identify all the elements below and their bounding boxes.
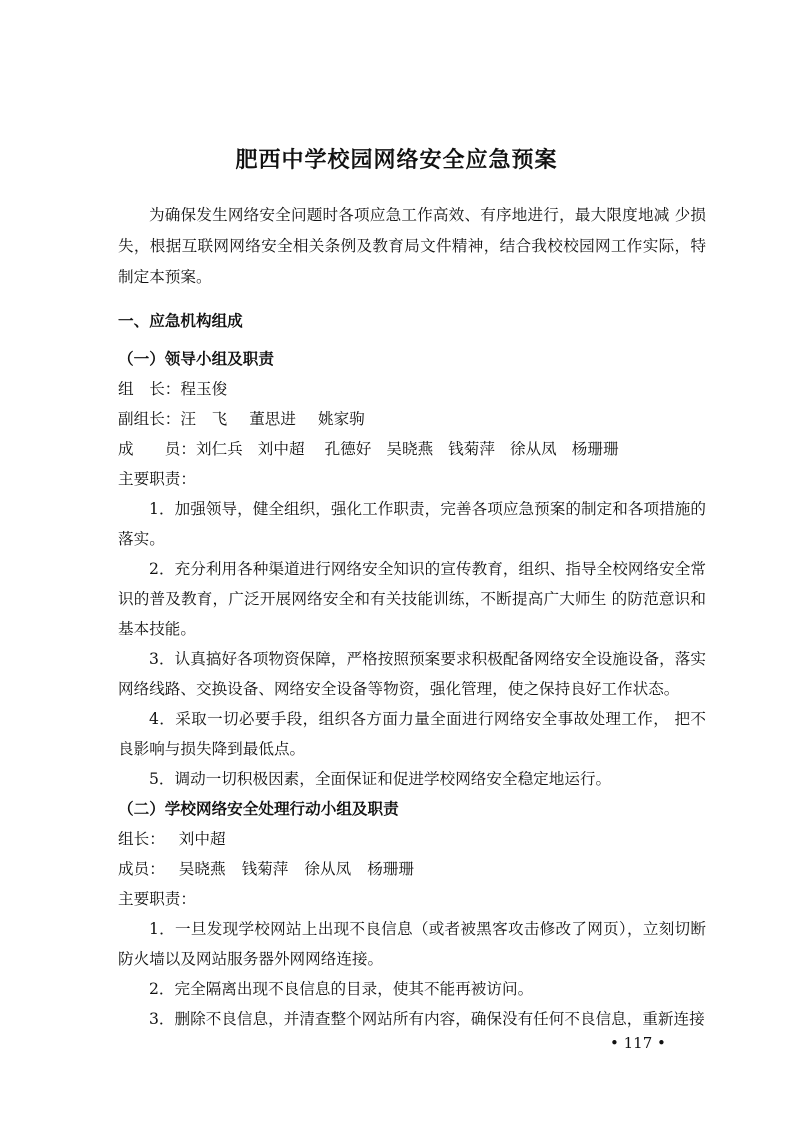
team-duty-item: 2．完全隔离出现不良信息的目录，使其不能再被访问。 [149,980,534,998]
intro-paragraph: 为确保发生网络安全问题时各项应急工作高效、有序地进行，最大限度地减 少损失，根据互联网网络安全相关条例及教育局文件精神，结合我校校园网工作实际，特制定本预案。 [118,206,706,286]
page-number: • 117 • [610,1034,666,1052]
team-member-name: 钱菊萍 [241,860,289,878]
team-member-name: 杨珊珊 [367,860,414,878]
duty-item: 1．加强领导，健全组织，强化工作职责，完善各项应急预案的制定和各项措施的落实。 [118,500,706,548]
deputy-name: 汪 飞 [180,410,228,428]
duty-item: 4．采取一切必要手段，组织各方面力量全面进行网络安全事故处理工作， 把不良影响与损失降到最低点。 [118,710,706,758]
duty-item: 5．调动一切积极因素，全面保证和促进学校网络安全稳定地运行。 [149,770,612,788]
members-line [118,434,706,464]
member-name: 杨珊珊 [571,440,619,458]
team-duty-item: 3．删除不良信息，并清查整个网站所有内容，确保没有任何不良信息，重新连接 [149,1010,705,1028]
subsection-heading-leadership: （一）领导小组及职责 [118,350,274,368]
duties-label: 主要职责： [118,470,196,488]
leader-name: 程玉俊 [180,380,228,398]
document-body [118,200,706,1034]
members-label: 成 员： [118,440,196,458]
member-name: 刘仁兵 [195,440,243,458]
leader-label: 组 长： [118,380,181,398]
member-name: 孔德好 [324,440,372,458]
team-leader-line [118,824,706,854]
duty-item: 2．充分利用各种渠道进行网络安全知识的宣传教育，组织、指导全校网络安全常识的普及教育，广泛开展网络安全和有关技能训练，不断提高广大师生 的防范意识和基本技能。 [118,560,706,638]
team-leader-label: 组长： [118,830,165,848]
team-members-line [118,854,706,884]
team-member-name: 吴晓燕 [178,860,226,878]
member-name: 刘中超 [257,440,305,458]
section-heading: 一、应急机构组成 [118,312,243,330]
deputy-name: 董思进 [249,410,296,428]
subsection-heading-response-team: （二）学校网络安全处理行动小组及职责 [118,800,399,818]
deputy-label: 副组长： [118,410,181,428]
team-duty-item: 1．一旦发现学校网站上出现不良信息（或者被黑客攻击修改了网页），立刻切断防火墙以及网站服务器外网网络连接。 [118,920,706,968]
team-leader-name: 刘中超 [178,830,226,848]
leader-line [118,374,706,404]
team-member-name: 徐从凤 [304,860,352,878]
team-duties-label: 主要职责： [118,890,196,908]
member-name: 徐从凤 [509,440,557,458]
document-title: 肥西中学校园网络安全应急预案 [235,148,558,173]
deputy-name: 姚家驹 [317,410,365,428]
deputy-line [118,404,706,434]
duty-item: 3．认真搞好各项物资保障，严格按照预案要求积极配备网络安全设施设备，落实网络线路、交换设备、网络安全设备等物资，强化管理，使之保持良好工作状态。 [118,650,706,698]
member-name: 钱菊萍 [448,440,495,458]
team-members-label: 成员： [118,860,165,878]
member-name: 吴晓燕 [386,440,434,458]
